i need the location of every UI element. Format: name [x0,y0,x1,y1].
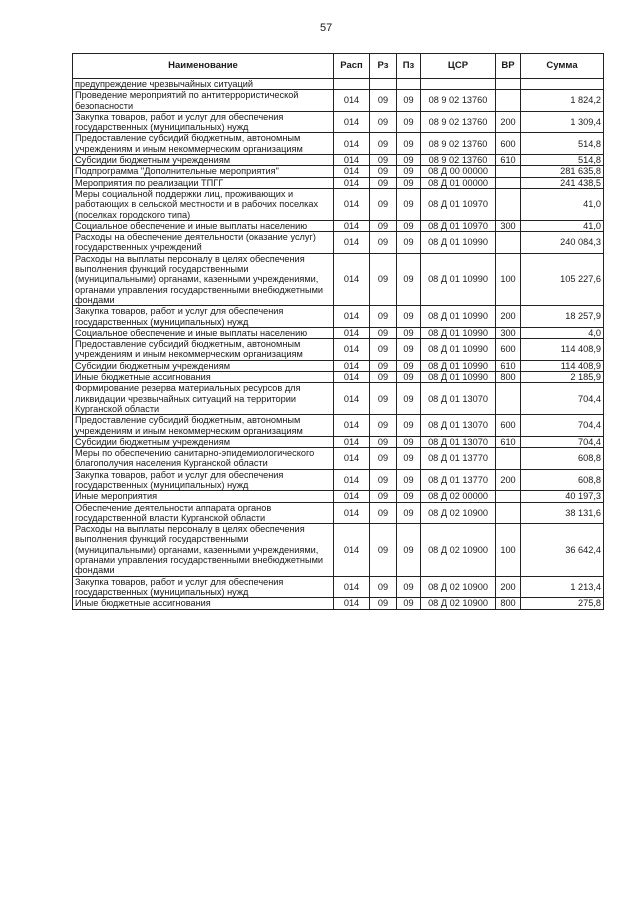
header-pz: Пз [397,54,421,79]
row-name: Формирование резерва материальных ресурсов для ликвидации чрезвычайных ситуаций на территории Курганской области [73,383,334,415]
row-vr: 600 [496,415,521,437]
row-rz: 09 [370,306,397,328]
row-pz: 09 [397,576,421,598]
row-rz: 09 [370,133,397,155]
row-rz: 09 [370,491,397,502]
table-row [73,79,604,90]
row-csr [421,79,496,90]
row-rasp: 014 [334,469,370,491]
row-name: Закупка товаров, работ и услуг для обеспечения государственных (муниципальных) нужд [73,576,334,598]
row-rz: 09 [370,360,397,371]
row-rz: 09 [370,448,397,470]
table-row [73,133,604,155]
row-name: Иные бюджетные ассигнования [73,598,334,609]
row-pz: 09 [397,415,421,437]
row-sum: 38 131,6 [521,502,604,524]
row-pz: 09 [397,448,421,470]
table-row [73,383,604,415]
table-row [73,90,604,112]
table-row [73,576,604,598]
budget-table [72,53,604,610]
row-rasp: 014 [334,188,370,220]
row-pz: 09 [397,598,421,609]
row-sum: 704,4 [521,415,604,437]
row-pz: 09 [397,177,421,188]
table-row [73,177,604,188]
row-name: Закупка товаров, работ и услуг для обеспечения государственных (муниципальных) нужд [73,306,334,328]
row-rasp: 014 [334,339,370,361]
row-vr: 200 [496,111,521,133]
row-vr [496,79,521,90]
table-row [73,372,604,383]
table-row [73,469,604,491]
row-csr: 08 Д 02 10900 [421,524,496,576]
row-pz: 09 [397,469,421,491]
row-csr: 08 Д 01 13770 [421,448,496,470]
row-rasp: 014 [334,253,370,305]
header-sum: Сумма [521,54,604,79]
row-csr: 08 Д 01 10970 [421,188,496,220]
header-rasp: Расп [334,54,370,79]
row-csr: 08 Д 01 10990 [421,372,496,383]
row-pz: 09 [397,436,421,447]
row-rz: 09 [370,436,397,447]
row-vr: 610 [496,436,521,447]
row-rasp [334,79,370,90]
row-sum: 114 408,9 [521,360,604,371]
row-pz: 09 [397,232,421,254]
row-vr: 200 [496,576,521,598]
row-sum: 1 213,4 [521,576,604,598]
row-csr: 08 Д 01 13770 [421,469,496,491]
row-pz [397,79,421,90]
row-rz: 09 [370,111,397,133]
row-name: Субсидии бюджетным учреждениям [73,155,334,166]
row-sum: 704,4 [521,436,604,447]
row-name: Обеспечение деятельности аппарата органов государственной власти Курганской области [73,502,334,524]
row-rz: 09 [370,415,397,437]
row-name: Иные мероприятия [73,491,334,502]
row-sum: 608,8 [521,469,604,491]
row-rz: 09 [370,90,397,112]
header-vr: ВР [496,54,521,79]
table-row [73,598,604,609]
row-pz: 09 [397,253,421,305]
table-row [73,253,604,305]
row-name: Предоставление субсидий бюджетным, автономным учреждениям и иным некоммерческим организациям [73,133,334,155]
row-sum: 608,8 [521,448,604,470]
row-name: Расходы на выплаты персоналу в целях обеспечения выполнения функций государственными (муниципальными) органами, казенными учреждениями, органами управления государственными внебюджетными фондами [73,253,334,305]
row-pz: 09 [397,133,421,155]
row-rasp: 014 [334,166,370,177]
table-body [73,79,604,610]
row-rz: 09 [370,177,397,188]
row-rasp: 014 [334,177,370,188]
row-vr [496,188,521,220]
row-vr: 610 [496,155,521,166]
row-name: Мероприятия по реализации ТПГГ [73,177,334,188]
row-rz: 09 [370,372,397,383]
row-rasp: 014 [334,576,370,598]
row-csr: 08 Д 02 10900 [421,576,496,598]
row-rasp: 014 [334,383,370,415]
row-rasp: 014 [334,306,370,328]
table-row [73,360,604,371]
row-pz: 09 [397,166,421,177]
row-sum: 18 257,9 [521,306,604,328]
row-rz: 09 [370,598,397,609]
table-row [73,415,604,437]
row-name: Иные бюджетные ассигнования [73,372,334,383]
row-name: Предоставление субсидий бюджетным, автономным учреждениям и иным некоммерческим организациям [73,339,334,361]
row-sum: 41,0 [521,188,604,220]
row-name: Социальное обеспечение и иные выплаты населению [73,220,334,231]
row-csr: 08 Д 01 13070 [421,415,496,437]
row-sum: 114 408,9 [521,339,604,361]
table-row [73,220,604,231]
row-vr: 610 [496,360,521,371]
row-sum: 275,8 [521,598,604,609]
row-rz: 09 [370,232,397,254]
row-rasp: 014 [334,133,370,155]
row-sum: 1 824,2 [521,90,604,112]
row-name: Меры социальной поддержки лиц, проживающих и работающих в сельской местности и в рабочих поселках (поселках городского типа) [73,188,334,220]
row-rasp: 014 [334,598,370,609]
row-csr: 08 Д 01 10990 [421,253,496,305]
row-rasp: 014 [334,448,370,470]
row-vr [496,166,521,177]
row-rasp: 014 [334,220,370,231]
row-rasp: 014 [334,502,370,524]
row-pz: 09 [397,327,421,338]
row-rz: 09 [370,469,397,491]
row-vr: 100 [496,524,521,576]
row-vr: 300 [496,220,521,231]
row-pz: 09 [397,383,421,415]
row-sum: 514,8 [521,155,604,166]
row-pz: 09 [397,220,421,231]
row-rasp: 014 [334,491,370,502]
row-name: Закупка товаров, работ и услуг для обеспечения государственных (муниципальных) нужд [73,469,334,491]
table-row [73,436,604,447]
row-sum: 36 642,4 [521,524,604,576]
row-csr: 08 9 02 13760 [421,155,496,166]
row-rasp: 014 [334,372,370,383]
row-name: Меры по обеспечению санитарно-эпидемиологического благополучия населения Курганской области [73,448,334,470]
row-name: Закупка товаров, работ и услуг для обеспечения государственных (муниципальных) нужд [73,111,334,133]
row-name: Предоставление субсидий бюджетным, автономным учреждениям и иным некоммерческим организациям [73,415,334,437]
row-rasp: 014 [334,155,370,166]
row-csr: 08 Д 01 00000 [421,177,496,188]
row-csr: 08 Д 01 10990 [421,360,496,371]
row-vr: 600 [496,133,521,155]
row-vr: 300 [496,327,521,338]
row-vr: 800 [496,598,521,609]
row-rz: 09 [370,502,397,524]
row-pz: 09 [397,360,421,371]
row-csr: 08 Д 01 10990 [421,232,496,254]
row-pz: 09 [397,502,421,524]
header-rz: Рз [370,54,397,79]
row-rasp: 014 [334,360,370,371]
row-rz: 09 [370,576,397,598]
row-pz: 09 [397,188,421,220]
row-rasp: 014 [334,415,370,437]
table-row [73,232,604,254]
row-sum: 241 438,5 [521,177,604,188]
row-rasp: 014 [334,436,370,447]
header-csr: ЦСР [421,54,496,79]
table-row [73,339,604,361]
table-row [73,491,604,502]
row-csr: 08 Д 01 10990 [421,339,496,361]
row-sum: 40 197,3 [521,491,604,502]
row-name: Расходы на выплаты персоналу в целях обеспечения выполнения функций государственными (муниципальными) органами, казенными учреждениями, органами управления государственными внебюджетными фондами [73,524,334,576]
row-rasp: 014 [334,111,370,133]
row-sum: 240 084,3 [521,232,604,254]
row-sum: 105 227,6 [521,253,604,305]
row-rz: 09 [370,327,397,338]
table-row [73,502,604,524]
table-row [73,111,604,133]
table-row [73,524,604,576]
row-vr: 800 [496,372,521,383]
row-csr: 08 Д 01 10970 [421,220,496,231]
table-row [73,155,604,166]
row-sum: 1 309,4 [521,111,604,133]
row-rz: 09 [370,383,397,415]
row-vr: 100 [496,253,521,305]
row-rz: 09 [370,166,397,177]
row-pz: 09 [397,155,421,166]
row-vr: 200 [496,306,521,328]
row-sum: 41,0 [521,220,604,231]
row-sum [521,79,604,90]
page-number: 57 [320,22,333,34]
table-header-row [73,54,604,79]
row-rasp: 014 [334,327,370,338]
row-pz: 09 [397,491,421,502]
row-csr: 08 Д 01 13070 [421,436,496,447]
row-pz: 09 [397,339,421,361]
row-name: Подпрограмма "Дополнительные мероприятия" [73,166,334,177]
row-rz: 09 [370,253,397,305]
table-row [73,306,604,328]
row-vr [496,232,521,254]
row-csr: 08 Д 02 10900 [421,502,496,524]
row-pz: 09 [397,111,421,133]
row-name: Проведение мероприятий по антитеррористической безопасности [73,90,334,112]
row-csr: 08 Д 00 00000 [421,166,496,177]
table-row [73,448,604,470]
table-row [73,166,604,177]
row-csr: 08 Д 01 13070 [421,383,496,415]
row-pz: 09 [397,306,421,328]
row-vr [496,502,521,524]
row-pz: 09 [397,524,421,576]
row-pz: 09 [397,90,421,112]
row-vr: 200 [496,469,521,491]
row-sum: 281 635,8 [521,166,604,177]
row-csr: 08 Д 01 10990 [421,306,496,328]
row-csr: 08 9 02 13760 [421,111,496,133]
row-vr [496,90,521,112]
row-vr: 600 [496,339,521,361]
header-name: Наименование [73,54,334,79]
row-rasp: 014 [334,90,370,112]
row-rasp: 014 [334,524,370,576]
row-name: Социальное обеспечение и иные выплаты населению [73,327,334,338]
row-csr: 08 Д 01 10990 [421,327,496,338]
row-name: Расходы на обеспечение деятельности (оказание услуг) государственных учреждений [73,232,334,254]
row-rz: 09 [370,220,397,231]
table-row [73,327,604,338]
row-rz: 09 [370,339,397,361]
row-vr [496,383,521,415]
table-row [73,188,604,220]
row-vr [496,177,521,188]
row-vr [496,491,521,502]
row-sum: 704,4 [521,383,604,415]
row-name: Субсидии бюджетным учреждениям [73,436,334,447]
row-csr: 08 9 02 13760 [421,90,496,112]
row-rz [370,79,397,90]
row-name: предупреждение чрезвычайных ситуаций [73,79,334,90]
row-sum: 2 185,9 [521,372,604,383]
row-rz: 09 [370,155,397,166]
row-pz: 09 [397,372,421,383]
row-sum: 4,0 [521,327,604,338]
row-vr [496,448,521,470]
row-name: Субсидии бюджетным учреждениям [73,360,334,371]
row-csr: 08 9 02 13760 [421,133,496,155]
row-rasp: 014 [334,232,370,254]
row-rz: 09 [370,524,397,576]
row-csr: 08 Д 02 10900 [421,598,496,609]
row-csr: 08 Д 02 00000 [421,491,496,502]
row-sum: 514,8 [521,133,604,155]
row-rz: 09 [370,188,397,220]
